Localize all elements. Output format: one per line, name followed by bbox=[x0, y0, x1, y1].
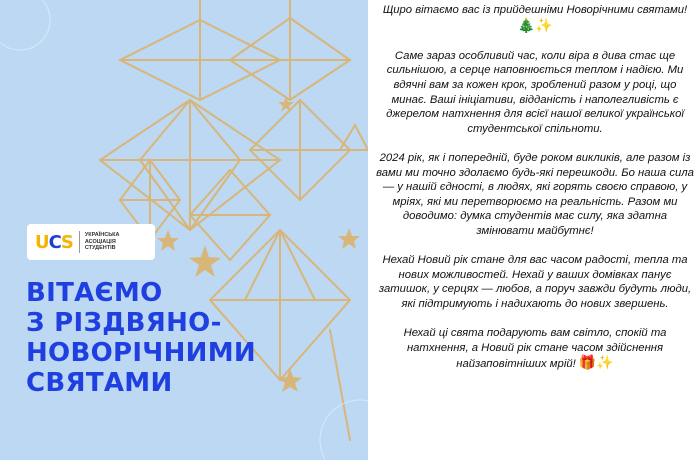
uas-logo-mark: U C S bbox=[35, 231, 73, 253]
headline-line-3: НОВОРІЧНИМИ bbox=[26, 338, 256, 368]
christmas-tree-sparkles-icon: 🎄✨ bbox=[517, 16, 553, 33]
poster-headline bbox=[26, 278, 256, 398]
message-paragraph-1: Саме зараз особливий час, коли віра в дива стає ще сильнішою, а серце наповнюється теплом і надією. Ми вдячні вам за кожен крок, зроблений разом у році, що минає. Ваші ініціативи, відданість і наполегливість є джерелом натхнення для всієї нашої великої української студентської спільноти. bbox=[386, 49, 684, 135]
message-paragraph-2: 2024 рік, як і попередній, буде роком викликів, але разом із вами ми точно здолаємо будь-які перешкоди. Бо наша сила — у нашій єдності, в людях, які горять своєю справою, у мріях, які ми перетворюємо на реальність. Разом ми доводимо: думка студентів має силу, яка здатна змінювати майбутнє! bbox=[376, 151, 694, 237]
headline-line-1: ВІТАЄМО bbox=[26, 278, 163, 308]
message-paragraph-3: Нехай Новий рік стане для вас часом радості, тепла та нових можливостей. Нехай у ваших домівках панує затишок, у серцях — любов, а поруч завжди будуть люди, які підтримують і надихають до нових звершень. bbox=[378, 254, 692, 310]
uas-logo-text: УКРАЇНСЬКА АСОЦІАЦІЯ СТУДЕНТІВ bbox=[84, 232, 120, 252]
greeting-message bbox=[370, 0, 700, 460]
headline-line-2: З РІЗДВЯНО- bbox=[26, 308, 222, 338]
logo-divider bbox=[79, 231, 80, 253]
gift-sparkles-icon: 🎁✨ bbox=[578, 354, 614, 371]
uas-logo bbox=[27, 224, 155, 260]
greeting-text: Щиро вітаємо вас із прийдешніми Новорічними святами! bbox=[382, 4, 688, 16]
closing-text: Нехай ці свята подарують вам світло, спокій та натхнення, а Новий рік стане часом здійснення найзаповітніших мрій! bbox=[403, 327, 667, 371]
greeting-line bbox=[376, 3, 694, 34]
closing-line bbox=[376, 326, 694, 372]
headline-line-4: СВЯТАМИ bbox=[26, 368, 173, 398]
